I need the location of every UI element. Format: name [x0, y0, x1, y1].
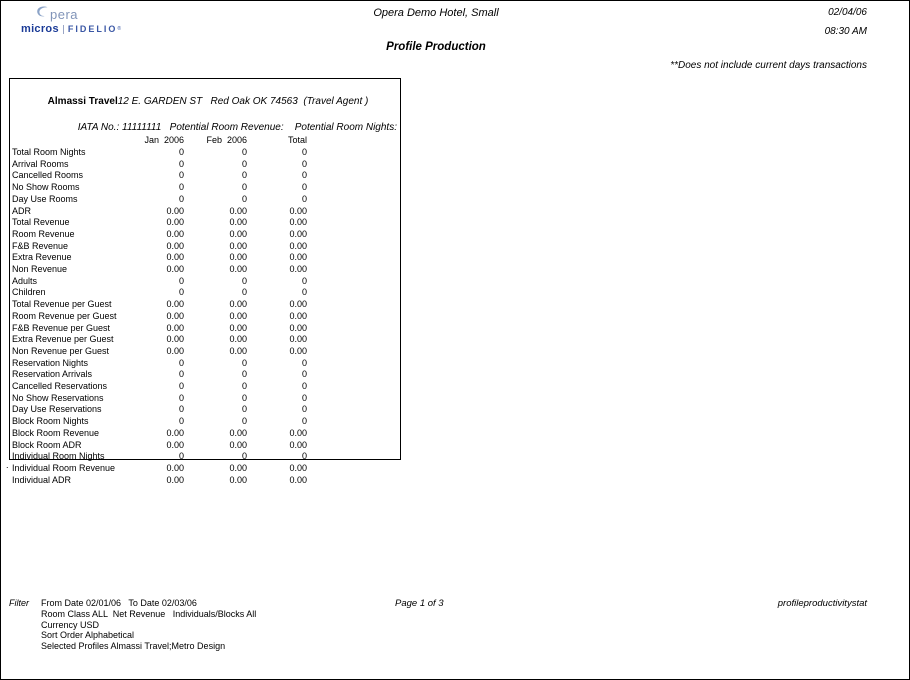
row-label: Reservation Arrivals — [12, 369, 93, 380]
table-row — [10, 159, 400, 171]
opera-logo-text: pera — [50, 6, 79, 22]
row-label: Non Revenue — [12, 264, 68, 275]
table-row — [10, 299, 400, 311]
row-value-jan: 0 — [178, 369, 184, 380]
row-label: ADR — [12, 205, 32, 216]
filter-line: From Date 02/01/06 To Date 02/03/06 — [41, 598, 197, 608]
row-label: Extra Revenue per Guest — [12, 334, 114, 345]
row-filler — [307, 182, 400, 194]
table-row — [10, 182, 400, 194]
row-value-total: 0 — [301, 147, 307, 157]
row-value-jan: 0.00 — [166, 205, 184, 216]
table-row — [10, 404, 400, 416]
row-value-total: 0.00 — [289, 205, 307, 216]
row-value-total: 0.00 — [289, 345, 307, 356]
row-value-feb: 0.00 — [229, 474, 247, 485]
row-filler — [307, 381, 400, 393]
row-label: Room Revenue — [12, 228, 75, 239]
table-row — [10, 358, 400, 370]
row-filler — [307, 475, 400, 487]
table-row — [10, 346, 400, 358]
row-label: Individual Room Revenue — [12, 462, 116, 473]
filter-line: Currency USD — [41, 619, 100, 630]
page-number: Page 1 of 3 — [395, 598, 444, 609]
row-value-feb: 0 — [241, 381, 247, 392]
row-label: Cancelled Reservations — [12, 381, 108, 392]
row-label: Total Room Nights — [12, 147, 86, 157]
column-header: Total — [287, 135, 307, 145]
row-filler — [307, 217, 400, 229]
row-value-jan: 0.00 — [166, 474, 184, 485]
table-row — [10, 287, 400, 299]
row-value-total: 0.00 — [289, 439, 307, 450]
row-value-jan: 0.00 — [166, 334, 184, 345]
row-filler — [307, 358, 400, 370]
table-row — [10, 217, 400, 229]
row-value-total: 0 — [301, 416, 307, 427]
opera-swirl-icon — [35, 5, 49, 23]
table-row — [10, 475, 400, 487]
column-header-spacer — [12, 134, 132, 147]
row-value-total: 0 — [301, 193, 307, 204]
row-label: Block Room Nights — [12, 416, 89, 427]
row-value-feb: 0.00 — [229, 310, 247, 321]
row-label: Children — [12, 287, 46, 298]
row-filler — [307, 299, 400, 311]
row-value-total: 0.00 — [289, 299, 307, 310]
row-value-total: 0.00 — [289, 474, 307, 485]
table-row — [10, 393, 400, 405]
row-value-total: 0 — [301, 369, 307, 380]
row-value-feb: 0.00 — [229, 345, 247, 356]
row-value-feb: 0 — [241, 158, 247, 169]
row-filler — [307, 287, 400, 299]
row-value-jan: 0 — [178, 170, 184, 181]
table-row — [10, 323, 400, 335]
report-file-name: profileproductivitystat — [777, 598, 867, 609]
row-label: Block Room ADR — [12, 439, 82, 450]
row-value-total: 0 — [301, 287, 307, 298]
logo-divider — [63, 25, 64, 34]
table-row — [10, 381, 400, 393]
table-column-headers — [10, 134, 400, 147]
row-value-total: 0 — [301, 182, 307, 193]
row-label: Arrival Rooms — [12, 158, 69, 169]
row-value-total: 0 — [301, 381, 307, 392]
row-filler — [307, 206, 400, 218]
report-title: Profile Production — [386, 41, 486, 53]
table-row — [10, 241, 400, 253]
row-filler — [307, 252, 400, 264]
row-label: Cancelled Rooms — [12, 170, 84, 181]
table-row — [10, 170, 400, 182]
row-value-jan: 0 — [178, 451, 184, 462]
row-filler — [307, 334, 400, 346]
filter-label: Filter — [9, 598, 29, 608]
row-value-feb: 0.00 — [229, 334, 247, 345]
table-row — [10, 311, 400, 323]
filter-line: Room Class ALL Net Revenue Individuals/Blocks All — [41, 608, 257, 619]
table-row — [10, 369, 400, 381]
row-value-feb: 0 — [241, 287, 247, 298]
row-value-total: 0 — [301, 404, 307, 415]
profile-table — [9, 78, 401, 485]
row-value-feb: 0.00 — [229, 427, 247, 438]
row-value-jan: 0.00 — [166, 439, 184, 450]
row-value-jan: 0 — [178, 416, 184, 427]
row-filler — [307, 416, 400, 428]
row-filler — [307, 241, 400, 253]
row-value-jan: 0.00 — [166, 427, 184, 438]
row-value-jan: 0.00 — [166, 252, 184, 263]
row-value-jan: 0 — [178, 275, 184, 286]
row-filler — [307, 440, 400, 452]
row-value-jan: 0.00 — [166, 228, 184, 239]
row-value-feb: 0 — [241, 147, 247, 157]
row-value-feb: 0.00 — [229, 217, 247, 228]
row-label: No Show Reservations — [12, 392, 104, 403]
profile-name: Almassi Travel — [47, 96, 118, 107]
row-filler — [307, 369, 400, 381]
row-value-jan: 0.00 — [166, 345, 184, 356]
row-value-feb: 0.00 — [229, 439, 247, 450]
opera-logo — [21, 5, 121, 35]
row-value-jan: 0 — [178, 357, 184, 368]
row-value-total: 0.00 — [289, 462, 307, 473]
profile-address: 12 E. GARDEN ST Red Oak OK 74563 (Travel Agent ) — [117, 96, 369, 107]
row-value-jan: 0 — [178, 182, 184, 193]
row-value-feb: 0.00 — [229, 322, 247, 333]
row-label: Total Revenue per Guest — [12, 299, 112, 310]
filter-line: Sort Order Alphabetical — [41, 630, 135, 641]
table-row — [10, 451, 400, 463]
row-value-total: 0.00 — [289, 264, 307, 275]
row-value-jan: 0.00 — [166, 322, 184, 333]
row-label: Total Revenue — [12, 217, 70, 228]
row-value-jan: 0 — [178, 193, 184, 204]
registered-trademark-icon: ® — [117, 26, 122, 32]
table-row — [10, 264, 400, 276]
table-row — [10, 416, 400, 428]
row-value-total: 0.00 — [289, 228, 307, 239]
row-value-feb: 0.00 — [229, 228, 247, 239]
row-label: Non Revenue per Guest — [12, 345, 110, 356]
profile-header-line — [10, 79, 400, 121]
row-label: Block Room Revenue — [12, 427, 100, 438]
row-filler — [307, 463, 400, 475]
row-filler — [307, 159, 400, 171]
row-value-feb: 0.00 — [229, 240, 247, 251]
report-time: 08:30 AM — [824, 26, 867, 37]
row-filler — [307, 428, 400, 440]
row-value-jan: 0 — [178, 147, 184, 157]
row-filler — [307, 451, 400, 463]
row-label: Reservation Nights — [12, 357, 89, 368]
row-value-total: 0.00 — [289, 310, 307, 321]
table-row — [10, 428, 400, 440]
row-value-feb: 0 — [241, 416, 247, 427]
row-value-jan: 0.00 — [166, 240, 184, 251]
row-value-jan: 0.00 — [166, 217, 184, 228]
row-filler — [307, 323, 400, 335]
row-value-feb: 0.00 — [229, 264, 247, 275]
row-value-feb: 0 — [241, 392, 247, 403]
row-filler — [307, 264, 400, 276]
row-filler — [307, 170, 400, 182]
table-row — [10, 463, 400, 475]
table-row — [10, 440, 400, 452]
row-value-feb: 0 — [241, 182, 247, 193]
row-value-feb: 0.00 — [229, 299, 247, 310]
row-value-total: 0 — [301, 392, 307, 403]
row-value-feb: 0 — [241, 404, 247, 415]
filter-line: Selected Profiles Almassi Travel;Metro Design — [41, 641, 226, 652]
table-row — [10, 147, 400, 159]
row-value-jan: 0 — [178, 381, 184, 392]
row-filler — [307, 311, 400, 323]
row-label: F&B Revenue — [12, 240, 69, 251]
row-value-jan: 0 — [178, 287, 184, 298]
hotel-name: Opera Demo Hotel, Small — [373, 7, 499, 19]
row-value-feb: 0 — [241, 357, 247, 368]
row-filler — [307, 147, 400, 159]
row-value-jan: 0.00 — [166, 299, 184, 310]
row-value-jan: 0.00 — [166, 462, 184, 473]
report-date: 02/04/06 — [828, 7, 867, 18]
row-value-feb: 0.00 — [229, 462, 247, 473]
row-value-total: 0 — [301, 275, 307, 286]
micros-logo-text: micros — [21, 23, 59, 35]
row-filler — [307, 194, 400, 206]
row-value-total: 0 — [301, 158, 307, 169]
table-row — [10, 276, 400, 288]
row-label: Adults — [12, 275, 38, 286]
row-value-feb: 0 — [241, 170, 247, 181]
row-label: F&B Revenue per Guest — [12, 322, 111, 333]
row-value-total: 0.00 — [289, 252, 307, 263]
row-label: Individual Room Nights — [12, 451, 105, 462]
row-value-total: 0.00 — [289, 217, 307, 228]
row-label: Room Revenue per Guest — [12, 310, 117, 321]
column-header: Jan 2006 — [144, 135, 184, 145]
row-value-total: 0.00 — [289, 334, 307, 345]
row-label: Extra Revenue — [12, 252, 72, 263]
row-filler — [307, 276, 400, 288]
row-value-feb: 0 — [241, 369, 247, 380]
row-value-jan: 0 — [178, 158, 184, 169]
table-body — [10, 147, 400, 486]
row-label: Individual ADR — [12, 474, 72, 485]
row-value-feb: 0.00 — [229, 252, 247, 263]
table-row — [10, 194, 400, 206]
row-label: Day Use Reservations — [12, 404, 102, 415]
row-value-total: 0.00 — [289, 427, 307, 438]
row-value-total: 0 — [301, 170, 307, 181]
disclaimer-note: **Does not include current days transactions — [670, 60, 867, 71]
row-value-feb: 0 — [241, 193, 247, 204]
row-value-jan: 0 — [178, 392, 184, 403]
row-value-total: 0 — [301, 451, 307, 462]
row-value-total: 0.00 — [289, 322, 307, 333]
row-filler — [307, 404, 400, 416]
row-filler — [307, 393, 400, 405]
row-label: Day Use Rooms — [12, 193, 78, 204]
row-value-jan: 0.00 — [166, 310, 184, 321]
row-value-jan: 0 — [178, 404, 184, 415]
row-filler — [307, 229, 400, 241]
fidelio-logo-text: FIDELIO — [67, 24, 118, 34]
row-value-total: 0 — [301, 357, 307, 368]
row-value-jan: 0.00 — [166, 264, 184, 275]
filter-lines — [41, 598, 256, 652]
row-value-feb: 0.00 — [229, 205, 247, 216]
table-row — [10, 206, 400, 218]
row-value-total: 0.00 — [289, 240, 307, 251]
row-label: No Show Rooms — [12, 182, 80, 193]
row-value-feb: 0 — [241, 275, 247, 286]
row-filler — [307, 346, 400, 358]
profile-iata-line: IATA No.: 11111111 Potential Room Revenue: Potential Room Nights: — [77, 122, 397, 133]
table-row — [10, 334, 400, 346]
table-row — [10, 252, 400, 264]
footnote-dot: . — [6, 460, 9, 470]
column-header: Feb 2006 — [206, 135, 247, 145]
table-row — [10, 229, 400, 241]
row-value-feb: 0 — [241, 451, 247, 462]
